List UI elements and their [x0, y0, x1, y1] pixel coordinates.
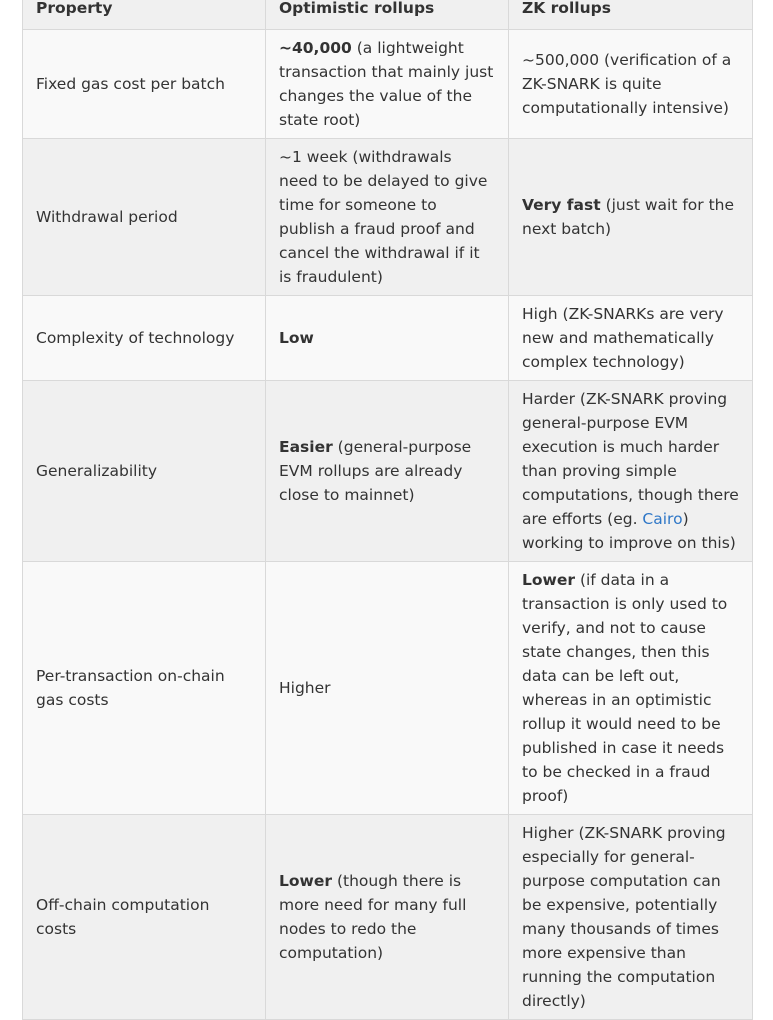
property-cell: Per-transaction on-chain gas costs	[23, 562, 266, 815]
bold-value: Easier	[279, 438, 333, 456]
header-zk-rollups: ZK rollups	[509, 0, 753, 30]
bold-value: Very fast	[522, 196, 601, 214]
cell-text: ) working to improve on this)	[522, 510, 736, 552]
zk-cell	[509, 139, 753, 296]
zk-cell	[509, 562, 753, 815]
table-row	[23, 30, 753, 139]
optimistic-cell	[266, 139, 509, 296]
property-cell: Off-chain computation costs	[23, 815, 266, 1020]
optimistic-cell	[266, 30, 509, 139]
property-cell: Fixed gas cost per batch	[23, 30, 266, 139]
cell-text: Higher	[279, 679, 331, 697]
comparison-table-container	[22, 0, 752, 1020]
bold-value: Low	[279, 329, 314, 347]
cairo-link[interactable]: Cairo	[642, 510, 683, 528]
cell-text: (a lightweight transaction that mainly just changes the value of the state root)	[279, 39, 494, 129]
bold-value: Lower	[279, 872, 333, 890]
header-property: Property	[23, 0, 266, 30]
cell-text: Harder (ZK-SNARK proving general-purpose EVM execution is much harder than proving simple computations, though there are efforts (eg.	[522, 390, 739, 528]
cell-text: (just wait for the next batch)	[522, 196, 735, 238]
comparison-table	[22, 0, 753, 1020]
optimistic-cell	[266, 296, 509, 381]
zk-cell	[509, 815, 753, 1020]
table-row	[23, 139, 753, 296]
table-header-row	[23, 0, 753, 30]
optimistic-cell	[266, 562, 509, 815]
cell-text: (if data in a transaction is only used to verify, and not to cause state changes, then this data can be left out, whereas in an optimistic rollup it would need to be published in case it needs to be checked in a fraud proof)	[522, 571, 728, 805]
table-row	[23, 296, 753, 381]
bold-value: ~40,000	[279, 39, 352, 57]
cell-text: ~1 week (withdrawals need to be delayed to give time for someone to publish a fraud proof and cancel the withdrawal if it is fraudulent)	[279, 148, 488, 286]
cell-text: ~500,000 (verification of a ZK-SNARK is quite computationally intensive)	[522, 51, 732, 117]
property-cell: Complexity of technology	[23, 296, 266, 381]
cell-text: (general-purpose EVM rollups are already close to mainnet)	[279, 438, 472, 504]
zk-cell	[509, 296, 753, 381]
property-cell: Generalizability	[23, 381, 266, 562]
optimistic-cell	[266, 381, 509, 562]
header-optimistic-rollups: Optimistic rollups	[266, 0, 509, 30]
cell-text: (though there is more need for many full nodes to redo the computation)	[279, 872, 467, 962]
zk-cell	[509, 381, 753, 562]
cell-text: Higher (ZK-SNARK proving especially for general-purpose computation can be expensive, potentially many thousands of times more expensive than running the computation directly)	[522, 824, 726, 1010]
bold-value: Lower	[522, 571, 576, 589]
table-row	[23, 815, 753, 1020]
table-row	[23, 562, 753, 815]
zk-cell	[509, 30, 753, 139]
cell-text: High (ZK-SNARKs are very new and mathematically complex technology)	[522, 305, 724, 371]
table-row	[23, 381, 753, 562]
optimistic-cell	[266, 815, 509, 1020]
property-cell: Withdrawal period	[23, 139, 266, 296]
